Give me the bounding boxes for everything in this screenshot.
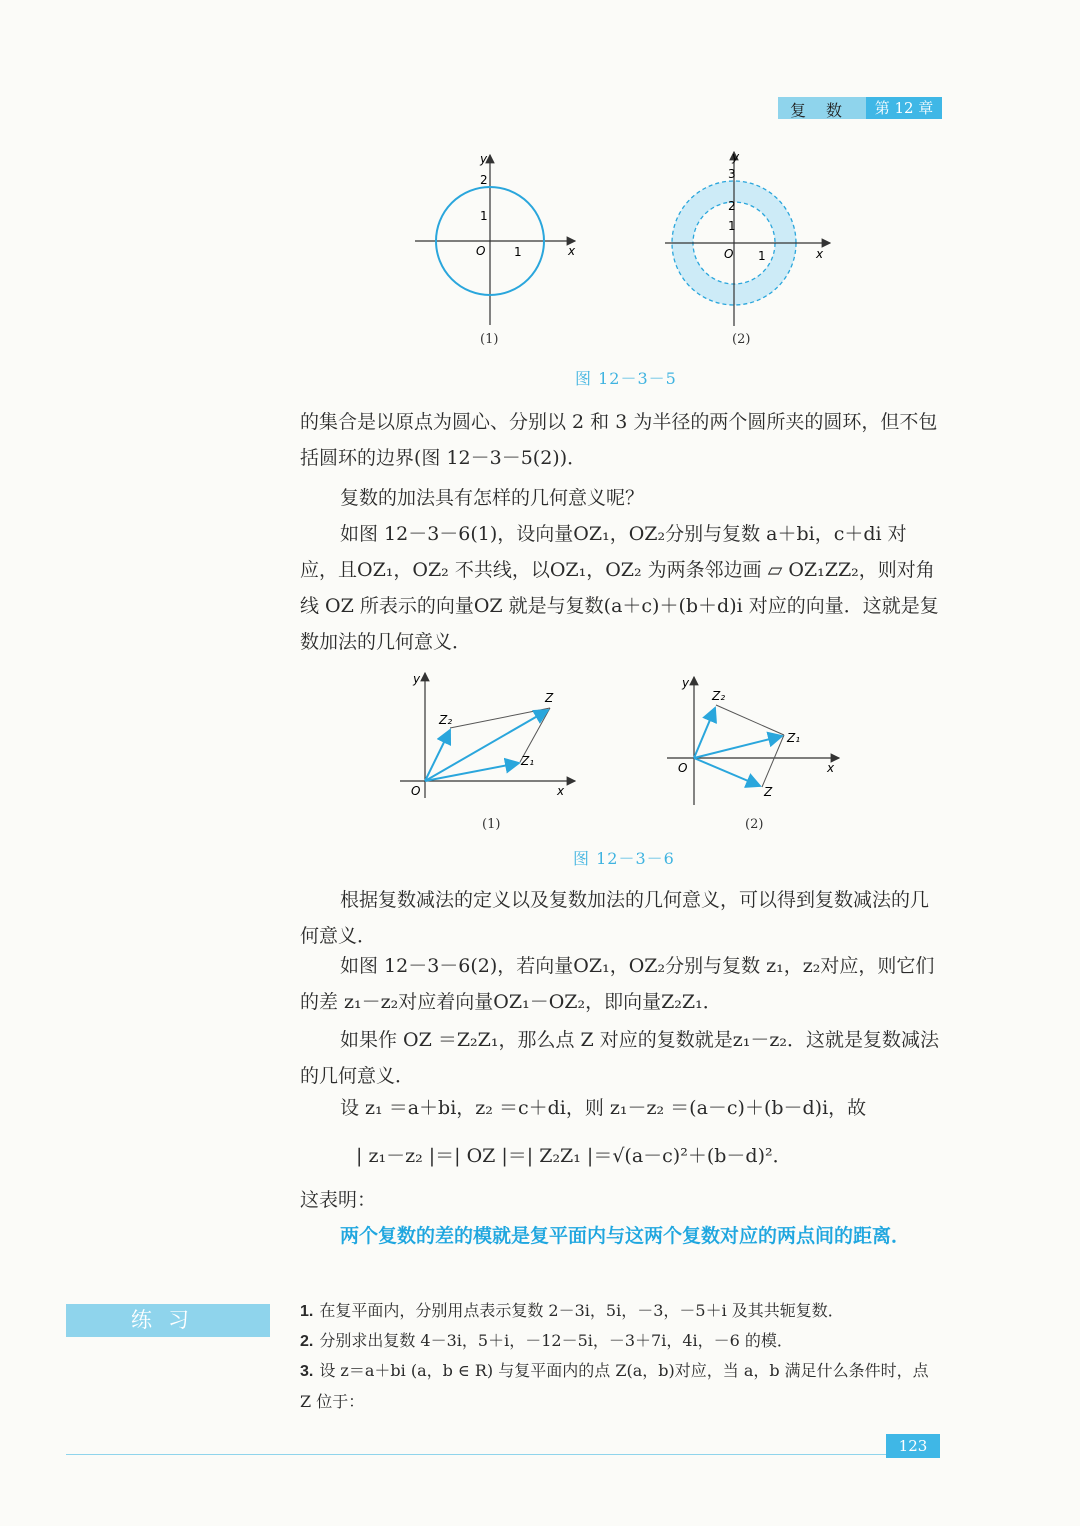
- x-label: x: [816, 247, 824, 261]
- y-label: y: [732, 150, 740, 164]
- chapter-title: 复 数: [790, 101, 845, 120]
- point-z2: Z₂: [439, 713, 453, 727]
- exercise-number: 1.: [300, 1303, 314, 1320]
- y-label: y: [682, 676, 690, 690]
- exercise-text: 设 z＝a＋bi (a，b ∈ R) 与复平面内的点 Z(a，b)对应，当 a，b 满足什么条件时，点 Z 位于：: [300, 1361, 929, 1411]
- y-label: y: [480, 152, 488, 166]
- figure-caption: 图 12－3－6: [573, 849, 675, 868]
- y-label: y: [413, 672, 421, 686]
- tick-y1: 1: [480, 209, 488, 223]
- vector-oz1: [694, 736, 782, 758]
- vector-oz2: [694, 708, 715, 758]
- x-label: x: [557, 784, 565, 798]
- paragraph: 的集合是以原点为圆心、分别以 2 和 3 为半径的两个圆所夹的圆环，但不包括圆环的边界(图 12－3－5(2))．: [300, 411, 938, 469]
- paragraph: 如图 12－3－6(1)，设向量OZ₁，OZ₂分别与复数 a＋bi，c＋di 对应，且OZ₁，OZ₂ 不共线，以OZ₁，OZ₂ 为两条邻边画 ▱ OZ₁ZZ₂，则对角线 OZ 所表示的向量OZ 就是与复数(a＋c)＋(b＋d)i 对应的向量．这就是复数加法的几何意义．: [300, 523, 939, 653]
- figure-12-3-6-1: [395, 668, 585, 803]
- exercise-item: [300, 1326, 942, 1357]
- origin-label: O: [411, 784, 421, 798]
- exercise-text: 分别求出复数 4－3i，5＋i，－12－5i，－3＋7i，4i，－6 的模．: [319, 1331, 793, 1350]
- subfigure-label-2: (2): [732, 332, 751, 347]
- subfigure-label-2: (2): [745, 817, 764, 832]
- origin-label: O: [678, 761, 688, 775]
- subfigure-label-1: (1): [480, 332, 499, 347]
- exercise-number: 3.: [300, 1363, 314, 1380]
- figure-12-3-6-2: [664, 672, 854, 807]
- point-z2: Z₂: [712, 689, 726, 703]
- figure-12-3-5-2: [660, 148, 840, 328]
- paragraph: 如果作 OZ ＝Z₂Z₁，那么点 Z 对应的复数就是z₁－z₂．这就是复数减法的几何意义．: [300, 1029, 940, 1087]
- modulus-formula: | z₁－z₂ |＝| OZ |＝| Z₂Z₁ |＝√(a－c)²＋(b－d)²．: [356, 1145, 792, 1167]
- paragraph: 这表明：: [300, 1189, 377, 1211]
- exercise-text: 在复平面内，分别用点表示复数 2－3i，5i，－3，－5＋i 及其共轭复数．: [319, 1301, 844, 1320]
- tick-1: 1: [758, 249, 766, 263]
- page-number: 123: [886, 1434, 940, 1458]
- chapter-number: 第 12 章: [866, 97, 942, 119]
- x-label: x: [568, 244, 576, 258]
- point-z1: Z₁: [521, 754, 535, 768]
- figure-12-3-5-1: [410, 150, 580, 330]
- paragraph: 如图 12－3－6(2)，若向量OZ₁，OZ₂分别与复数 z₁，z₂对应，则它们的差 z₁－z₂对应着向量OZ₁－OZ₂，即向量Z₂Z₁．: [300, 955, 935, 1013]
- exercise-item: [300, 1356, 942, 1417]
- key-conclusion: 两个复数的差的模就是复平面内与这两个复数对应的两点间的距离．: [340, 1225, 911, 1247]
- subfigure-label-1: (1): [482, 817, 501, 832]
- tick-y2: 2: [728, 199, 736, 213]
- tick-y3: 3: [728, 167, 736, 181]
- paragraph: 根据复数减法的定义以及复数加法的几何意义，可以得到复数减法的几何意义．: [300, 889, 930, 947]
- tick-1: 1: [514, 245, 522, 259]
- difference-vector: [716, 705, 784, 735]
- footer-rule: [66, 1454, 886, 1455]
- exercise-item: [300, 1296, 942, 1327]
- exercise-label: 练习: [66, 1304, 270, 1337]
- tick-y1: 1: [728, 219, 736, 233]
- paragraph: 设 z₁ ＝a＋bi，z₂ ＝c＋di，则 z₁－z₂ ＝(a－c)＋(b－d)i，故: [340, 1097, 867, 1119]
- origin-label: O: [476, 244, 486, 258]
- origin-label: O: [724, 247, 734, 261]
- parallelogram-side: [762, 735, 784, 787]
- point-z: Z: [764, 785, 773, 799]
- tick-y2: 2: [480, 173, 488, 187]
- point-z: Z: [545, 691, 554, 705]
- exercise-number: 2.: [300, 1333, 314, 1350]
- vector-oz: [694, 758, 760, 786]
- x-label: x: [827, 761, 835, 775]
- figure-caption: 图 12－3－5: [575, 369, 677, 388]
- point-z1: Z₁: [787, 731, 801, 745]
- paragraph: 复数的加法具有怎样的几何意义呢？: [340, 487, 645, 509]
